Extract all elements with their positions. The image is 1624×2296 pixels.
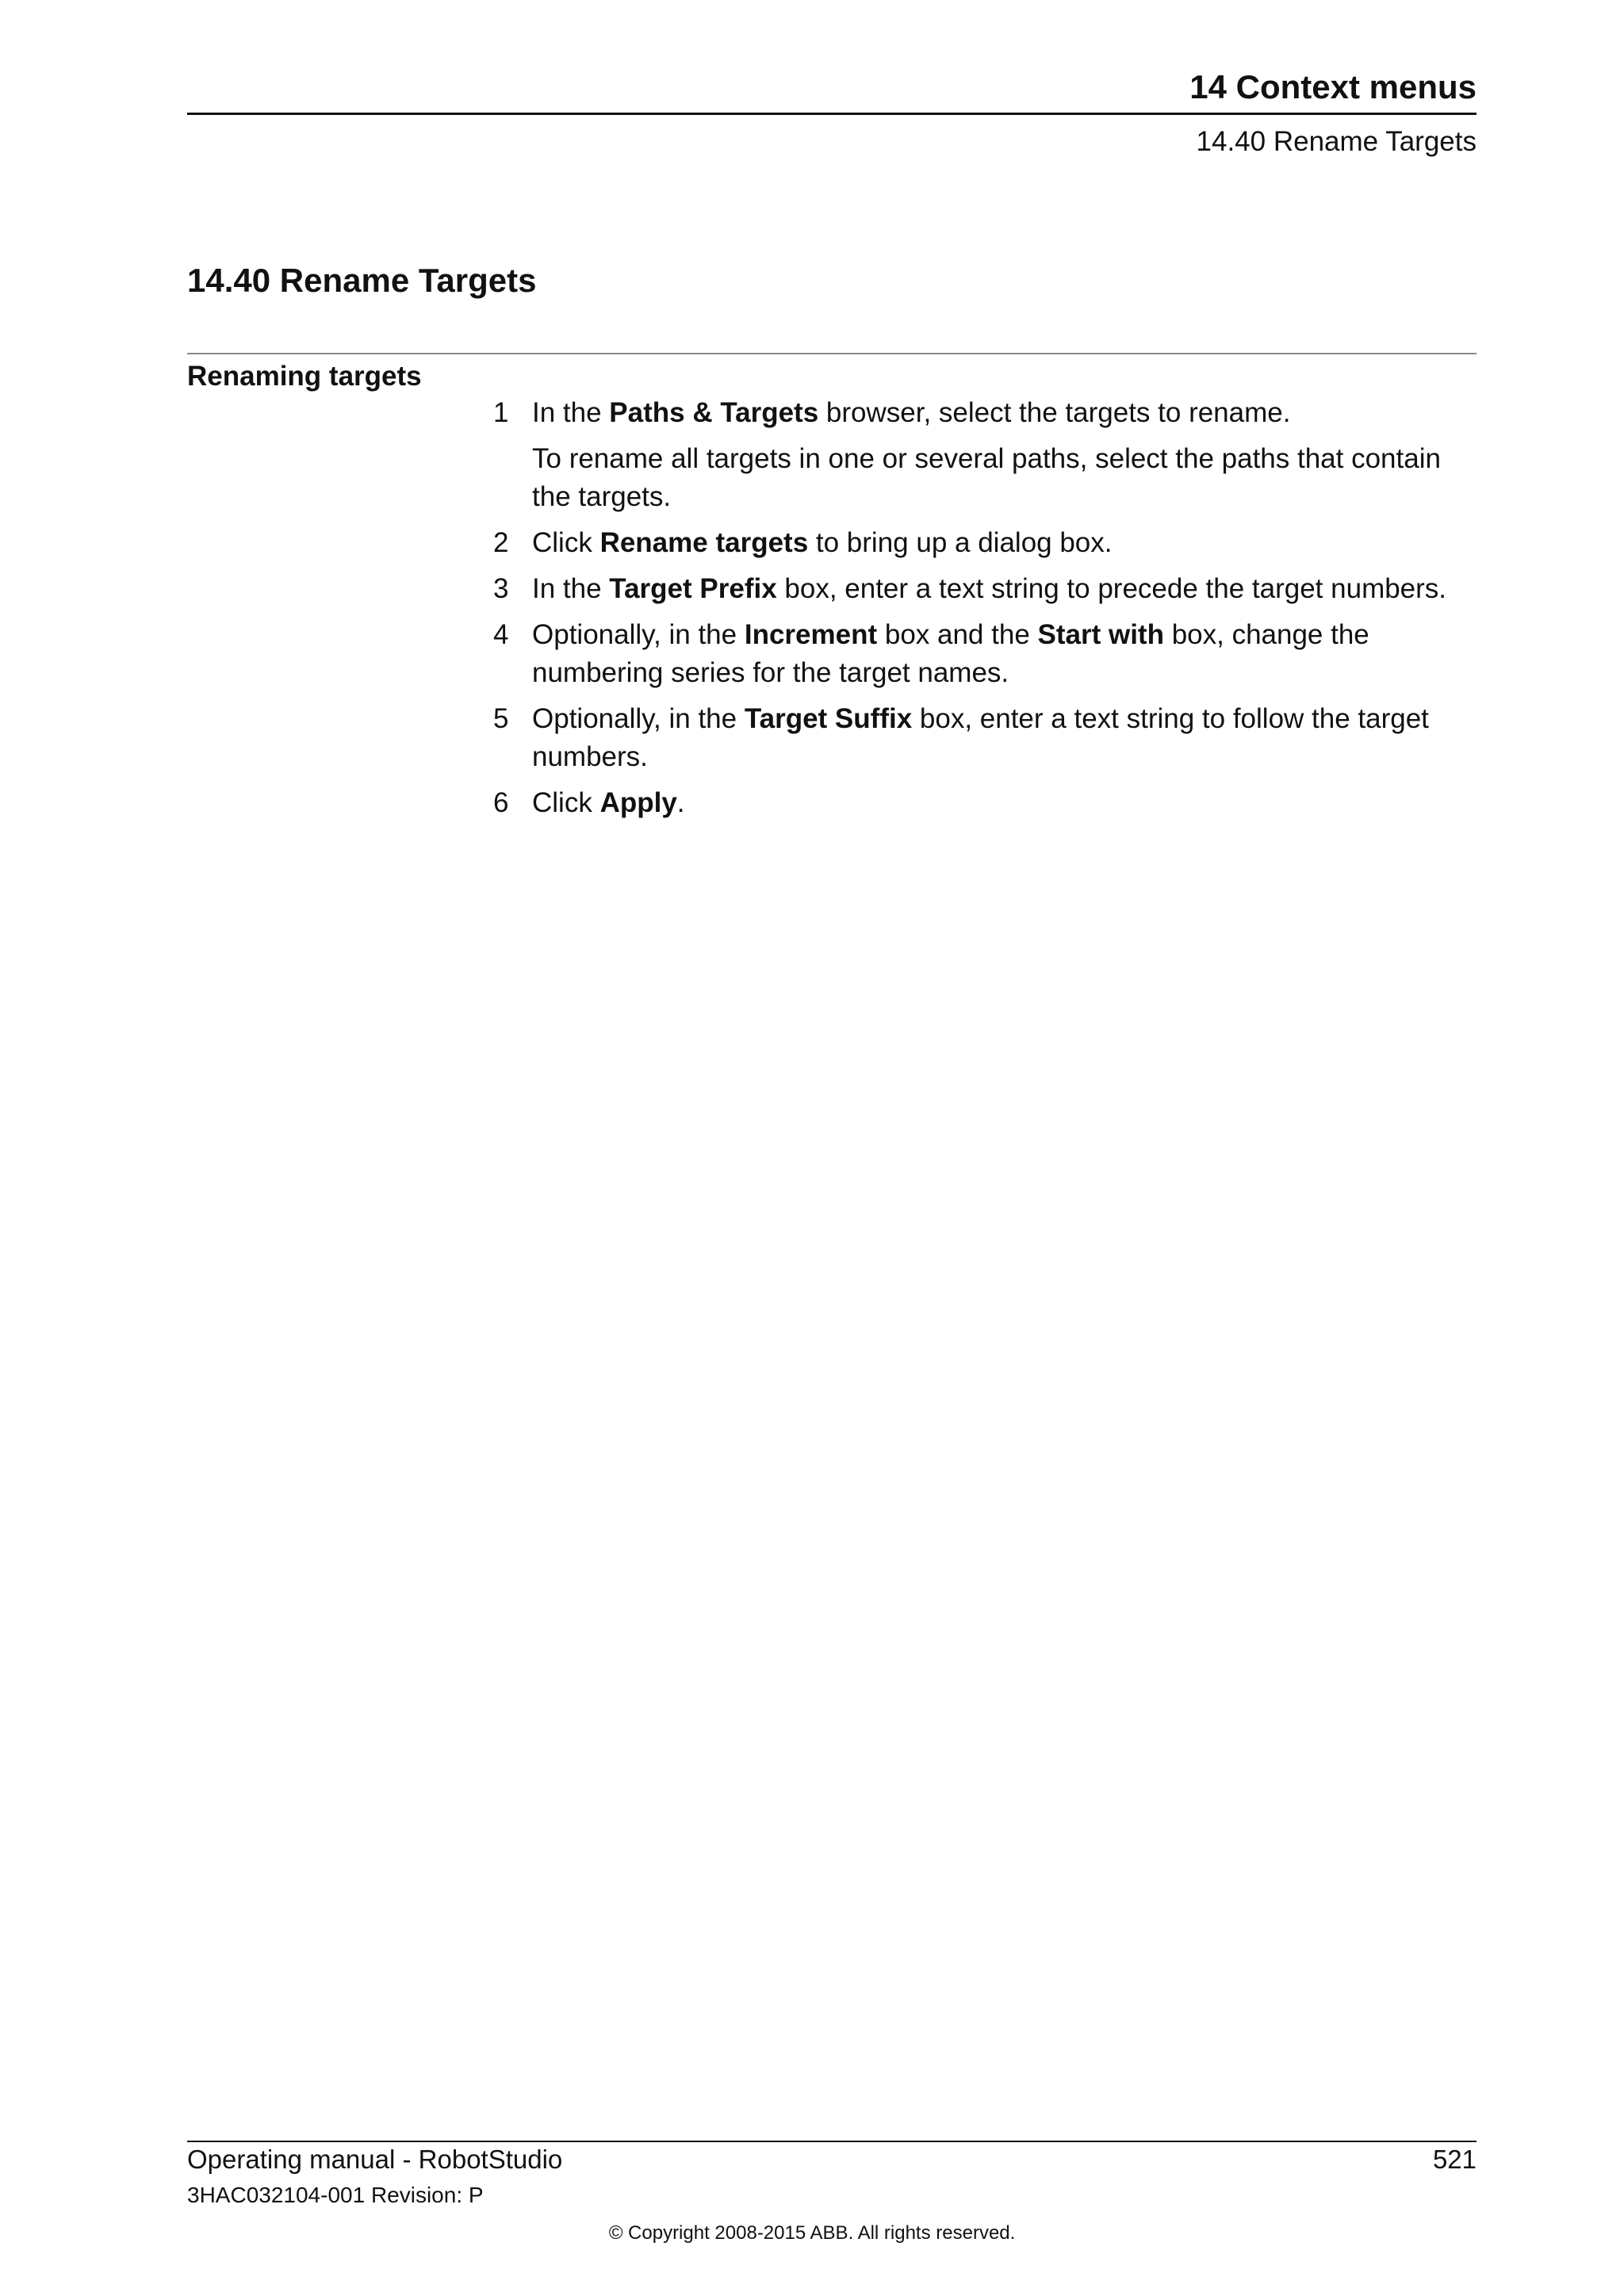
step-text bbox=[532, 570, 1483, 608]
step-text-run: Optionally, in the bbox=[532, 619, 745, 650]
step-number: 3 bbox=[493, 573, 509, 604]
step-item bbox=[492, 784, 1483, 822]
page-header bbox=[187, 65, 1477, 159]
step-item bbox=[492, 700, 1483, 776]
step-text-run: Click bbox=[532, 787, 600, 818]
step-note: To rename all targets in one or several paths, select the paths that contain the targets. bbox=[532, 443, 1441, 512]
step-text-run: box, enter a text string to follow the target numbers. bbox=[532, 703, 1429, 772]
section-divider bbox=[187, 353, 1477, 354]
ui-term: Apply bbox=[599, 787, 677, 818]
step-item bbox=[492, 524, 1483, 562]
step-number: 6 bbox=[493, 787, 509, 818]
step-text-run: Click bbox=[532, 527, 600, 558]
section-reference: 14.40 Rename Targets bbox=[1196, 126, 1477, 157]
step-item bbox=[492, 394, 1483, 516]
document-id: 3HAC032104-001 Revision: P bbox=[187, 2183, 484, 2207]
copyright-notice: © Copyright 2008-2015 ABB. All rights reserved. bbox=[608, 2222, 1016, 2244]
step-list bbox=[492, 394, 1483, 830]
chapter-title: 14 Context menus bbox=[187, 65, 1477, 115]
step-item bbox=[492, 616, 1483, 692]
step-text bbox=[532, 784, 1483, 822]
step-text-run: Optionally, in the bbox=[532, 703, 745, 734]
step-text bbox=[532, 700, 1483, 776]
step-text bbox=[532, 394, 1483, 432]
step-text-run: box and the bbox=[877, 619, 1038, 650]
step-text-run: to bring up a dialog box. bbox=[808, 527, 1113, 558]
ui-term: Paths & Targets bbox=[609, 397, 819, 428]
step-text bbox=[532, 616, 1483, 692]
step-text-run: . bbox=[676, 787, 685, 818]
ui-term: Target Prefix bbox=[609, 573, 777, 604]
step-text-run: browser, select the targets to rename. bbox=[818, 397, 1291, 428]
manual-title: Operating manual - RobotStudio bbox=[187, 2145, 563, 2174]
step-text-run: In the bbox=[532, 573, 610, 604]
step-number: 5 bbox=[493, 703, 509, 734]
step-number: 2 bbox=[493, 527, 509, 558]
ui-term: Start with bbox=[1037, 619, 1164, 650]
ui-term: Target Suffix bbox=[744, 703, 913, 734]
step-text bbox=[532, 524, 1483, 562]
step-number: 4 bbox=[493, 619, 509, 650]
section-heading: 14.40 Rename Targets bbox=[187, 262, 537, 299]
step-item bbox=[492, 570, 1483, 608]
ui-term: Rename targets bbox=[599, 527, 809, 558]
step-text-run: box, enter a text string to precede the target numbers. bbox=[776, 573, 1447, 604]
page-number: 521 bbox=[1432, 2145, 1477, 2174]
ui-term: Increment bbox=[744, 619, 878, 650]
step-text-run: box, change the numbering series for the target names. bbox=[532, 619, 1369, 688]
step-number: 1 bbox=[493, 397, 509, 428]
step-text-run: In the bbox=[532, 397, 610, 428]
side-heading: Renaming targets bbox=[187, 361, 422, 392]
